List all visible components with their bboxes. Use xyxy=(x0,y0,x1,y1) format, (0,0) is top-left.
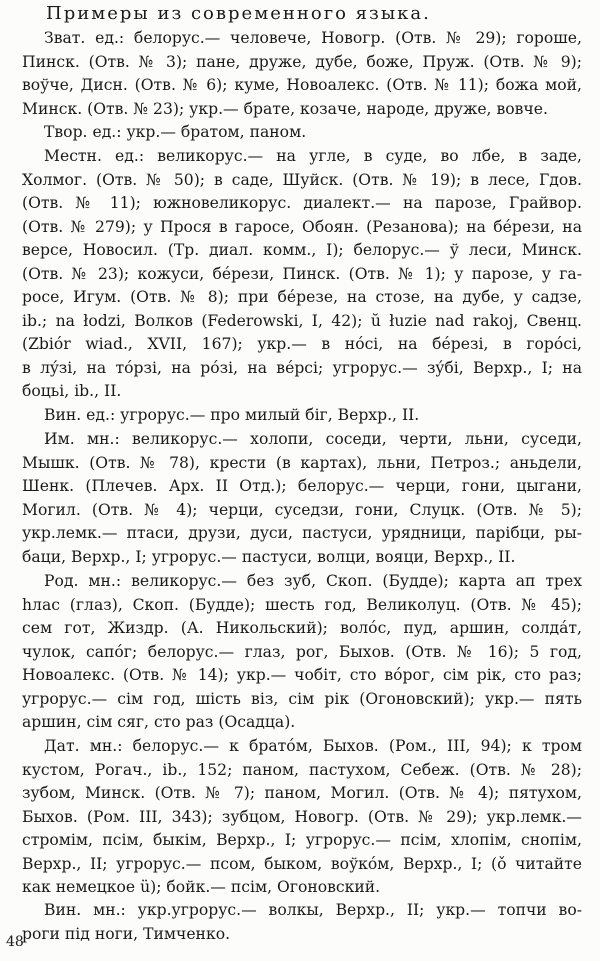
text-line: (Отв. № 279); у Прося в гаросе, Обоян. (Резанова); на бéрези, на xyxy=(22,217,582,236)
text-line: укр.лемк.— птаси, друзи, дуси, пастуси, урядници, парібци, ры- xyxy=(22,524,582,542)
text-line: стромім, псім, быкім, Верхр., I; угрорус.— псім, хлопім, снопім, xyxy=(22,831,582,849)
text-line: Вин. ед.: угрорус.— про милый біг, Верхр., II. xyxy=(44,406,420,424)
text-line: Быхов. (Ром. III, 343); зубцом, Новогр. (Отв. № 29); укр.лемк.— xyxy=(22,807,582,826)
page-number: 48 xyxy=(6,934,24,950)
text-line: ib.; na łodzi, Волков (Federowski, I, 42); ŭ łuzie nad rakoj, Свенц. xyxy=(22,311,582,330)
text-line: Минск. (Отв. № 23); укр.— брате, козаче, народе, друже, вовче. xyxy=(22,99,548,118)
paragraph-im-mn xyxy=(22,428,582,569)
text-line: Им. мн.: великорус.— холопи, соседи, черти, льни, суседи, xyxy=(44,430,582,448)
paragraph-vin-ed xyxy=(22,404,582,428)
text-line: росе, Игум. (Отв. № 8); при бéрезе, на стозе, на дубе, у садзе, xyxy=(22,288,582,306)
text-line: Вин. мн.: укр.угрорус.— волкы, Верхр., II; укр.— топчи во- xyxy=(44,901,582,919)
text-line: сем гот, Жиздр. (А. Никольский); волóс, пуд, аршин, солдáт, xyxy=(22,619,582,637)
text-line: версе, Новосил. (Тр. диал. комм., I); белорус.— ў леси, Минск. xyxy=(22,241,582,259)
text-line: Шенк. (Плечев. Арх. II Отд.); белорус.— черци, гони, цыгани, xyxy=(22,477,582,495)
text-line: кустом, Рогач., ib., 152; паном, пастухом, Себеж. (Отв. № 28); xyxy=(22,760,582,779)
text-line: (Отв. № 23); кожуси, бéрези, Пинск. (Отв. № 1); у парозе, у га- xyxy=(22,264,582,283)
text-line: боцьі, ib., II. xyxy=(22,382,122,400)
paragraph-zvat-ed xyxy=(22,27,582,121)
text-line: Дат. мн.: белорус.— к братóм, Быхов. (Ром., III, 94); к тром xyxy=(44,737,582,755)
section-heading: Примеры из современного языка. xyxy=(46,3,431,24)
paragraph-tvor-ed xyxy=(22,121,582,145)
text-line: hлас (глаз), Скоп. (Будде); шесть год, Великолуц. (Отв. № 45); xyxy=(22,595,582,614)
text-line: чулок, сапóг; белорус.— глаз, рог, Быхов. (Отв. № 16); 5 год, xyxy=(22,642,582,661)
text-line: Местн. ед.: великорус.— на угле, в суде, во лбе, в заде, xyxy=(44,147,582,165)
text-line: Твор. ед.: укр.— братом, паном. xyxy=(44,123,307,141)
text-line: Верхр., II; угрорус.— псом, быком, воўкóм, Верхр., I; (ǒ читайте xyxy=(22,854,582,873)
text-line: Мышк. (Отв. № 78), крести (в картах), льни, Петроз.; аньдели, xyxy=(22,453,582,472)
text-line: Могил. (Отв. № 4); черци, суседзи, гони, Слуцк. (Отв. № 5); xyxy=(22,500,582,519)
text-line: Новоалекс. (Отв. № 14); укр.— чобіт, сто вóрог, сім рік, сто раз; xyxy=(22,666,582,684)
text-line: аршин, сім сяг, сто раз (Осадца). xyxy=(22,713,296,731)
text-line: роги під ноги, Тимченко. xyxy=(22,924,231,943)
text-line: баци, Верхр., I; угрорус.— пастуси, волци, вояци, Верхр., II. xyxy=(22,547,516,566)
paragraph-mestn-ed xyxy=(22,145,582,404)
paragraph-rod-mn xyxy=(22,570,582,735)
text-line: угрорус.— сім год, шість віз, сім рік (Огоновский); укр.— пять xyxy=(22,689,582,708)
text-line: воўче, Дисн. (Отв. № 6); куме, Новоалекс. (Отв. № 11); божа мой, xyxy=(22,76,582,94)
text-line: Род. мн.: великорус.— без зуб, Скоп. (Будде); карта ап трех xyxy=(44,572,582,590)
paragraph-dat-mn xyxy=(22,735,582,900)
text-line: Холмог. (Отв. № 50); в саде, Шуйск. (Отв. № 19); в лесе, Гдов. xyxy=(22,170,582,189)
text-line: Пинск. (Отв. № 3); пане, друже, дубе, боже, Пруж. (Отв. № 9); xyxy=(22,52,582,71)
text-line: зубом, Минск. (Отв. № 7); паном, Могил. (Отв. № 4); пятухом, xyxy=(22,784,582,802)
text-line: (Zbiór wiad., XVII, 167); укр.— в нóсі, на бéрезі, в горóсі, xyxy=(22,335,582,353)
paragraph-vin-mn xyxy=(22,899,582,946)
text-line: в лýзі, на тóрзі, на рóзі, на вéрсі; угрорус.— зýбі, Верхр., I; на xyxy=(22,358,582,377)
text-line: Зват. ед.: белорус.— человече, Новогр. (Отв. № 29); гороше, xyxy=(44,29,582,47)
text-line: как немецкое ü); бойк.— псім, Огоновский. xyxy=(22,878,381,896)
text-line: (Отв. № 11); южновеликорус. диалект.— на парозе, Грайвор. xyxy=(22,194,582,212)
